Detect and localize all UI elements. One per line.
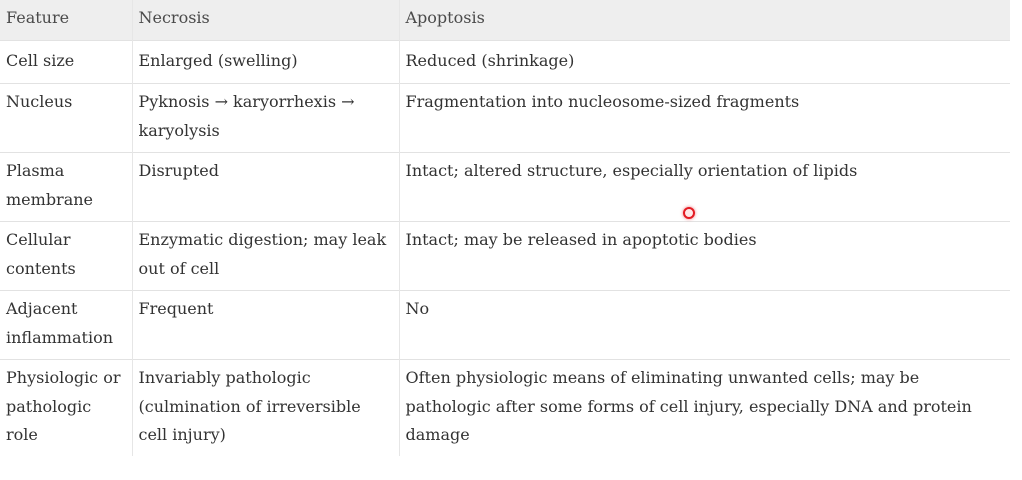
feature-cell: Physiologic or pathologic role xyxy=(6,368,121,444)
feature-cell: Adjacent inflammation xyxy=(6,299,113,347)
table-row xyxy=(0,360,1010,456)
necrosis-cell: Enlarged (swelling) xyxy=(132,40,399,84)
table-row xyxy=(0,291,1010,360)
feature-cell: Cellular contents xyxy=(6,230,76,278)
necrosis-cell: Enzymatic digestion; may leak out of cell xyxy=(132,222,399,291)
header-apoptosis: Apoptosis xyxy=(399,0,1010,40)
feature-cell: Cell size xyxy=(6,50,75,70)
necrosis-cell: Disrupted xyxy=(132,153,399,222)
necrosis-cell: Invariably pathologic (culmination of irreversible cell injury) xyxy=(132,360,399,456)
apoptosis-cell: Intact; may be released in apoptotic bodies xyxy=(399,222,1010,291)
feature-cell: Plasma membrane xyxy=(6,161,94,209)
table-row xyxy=(0,40,1010,84)
mouse-pointer-indicator xyxy=(683,207,695,219)
necrosis-cell: Frequent xyxy=(132,291,399,360)
apoptosis-cell: No xyxy=(399,291,1010,360)
apoptosis-cell: Often physiologic means of eliminating unwanted cells; may be pathologic after some forms of cell injury, especially DNA and protein damage xyxy=(399,360,1010,456)
apoptosis-cell: Fragmentation into nucleosome-sized fragments xyxy=(399,84,1010,153)
header-necrosis: Necrosis xyxy=(132,0,399,40)
header-feature: Feature xyxy=(6,8,70,27)
apoptosis-cell: Reduced (shrinkage) xyxy=(399,40,1010,84)
table-header-row xyxy=(0,0,1010,40)
table-row xyxy=(0,222,1010,291)
apoptosis-cell: Intact; altered structure, especially orientation of lipids xyxy=(399,153,1010,222)
necrosis-cell: Pyknosis → karyorrhexis → karyolysis xyxy=(132,84,399,153)
table-row xyxy=(0,153,1010,222)
table-row xyxy=(0,84,1010,153)
feature-cell: Nucleus xyxy=(6,92,73,111)
